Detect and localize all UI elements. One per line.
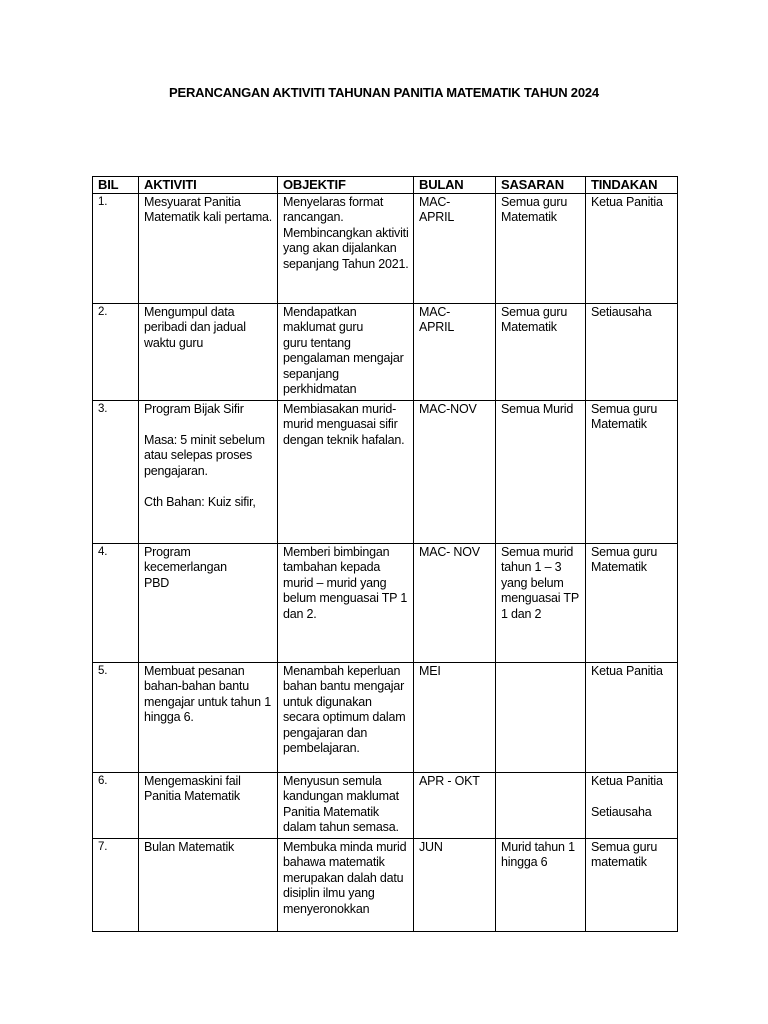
aktiviti-text-line: PBD	[144, 575, 170, 590]
cell-objektif	[278, 400, 414, 543]
cell-sasaran	[496, 400, 586, 543]
cell-sasaran	[496, 303, 586, 400]
objektif-text-line: Menyusun semula kandungan maklumat Panitia Matematik dalam tahun semasa.	[283, 773, 399, 834]
bulan-text-line: MAC- NOV	[419, 544, 480, 559]
sasaran-text-line	[501, 774, 581, 790]
bulan-text-line: MAC-	[419, 304, 451, 319]
aktiviti-text-line	[144, 417, 273, 433]
cell-sasaran	[496, 543, 586, 662]
header-aktiviti: AKTIVITI	[139, 177, 278, 194]
cell-bil: 5.	[93, 662, 139, 772]
table-row	[93, 838, 678, 931]
header-objektif: OBJEKTIF	[278, 177, 414, 194]
aktiviti-text-line: Mengemaskini fail Panitia Matematik	[144, 773, 241, 803]
cell-sasaran	[496, 838, 586, 931]
tindakan-text-line: Semua guru Matematik	[591, 544, 658, 574]
bulan-text-line: MAC-NOV	[419, 401, 477, 416]
document-title: PERANCANGAN AKTIVITI TAHUNAN PANITIA MATEMATIK TAHUN 2024	[169, 85, 599, 100]
aktiviti-text-line: Cth Bahan: Kuiz sifir,	[144, 494, 256, 509]
cell-bil: 3.	[93, 400, 139, 543]
header-bil: BIL	[93, 177, 139, 194]
cell-bil: 7.	[93, 838, 139, 931]
cell-aktiviti	[139, 400, 278, 543]
cell-aktiviti	[139, 543, 278, 662]
aktiviti-text-line: Mengumpul data peribadi dan jadual waktu guru	[144, 304, 246, 350]
tindakan-text-line: Ketua Panitia	[591, 663, 663, 678]
cell-bil: 2.	[93, 303, 139, 400]
table-body	[93, 193, 678, 931]
tindakan-text-line: Semua guru Matematik	[591, 401, 658, 431]
objektif-text-line: Menambah keperluan bahan bantu mengajar untuk digunakan secara optimum dalam pengajaran dan pembelajaran.	[283, 663, 406, 755]
sasaran-text-line: Semua guru Matematik	[501, 304, 568, 334]
table-row	[93, 193, 678, 303]
cell-sasaran	[496, 193, 586, 303]
cell-bil: 6.	[93, 772, 139, 838]
tindakan-text-line: Setiausaha	[591, 804, 652, 819]
table-row	[93, 543, 678, 662]
cell-sasaran	[496, 662, 586, 772]
cell-bulan	[414, 303, 496, 400]
table-row	[93, 303, 678, 400]
sasaran-text-line	[501, 664, 581, 680]
tindakan-text-line: Ketua Panitia	[591, 194, 663, 209]
bulan-text-line: MAC-	[419, 194, 451, 209]
objektif-text-line: Memberi bimbingan tambahan kepada murid – murid yang belum menguasai TP 1 dan 2.	[283, 544, 408, 621]
bulan-text-line: MEI	[419, 663, 441, 678]
header-bulan: BULAN	[414, 177, 496, 194]
cell-objektif	[278, 772, 414, 838]
aktiviti-text-line: Mesyuarat Panitia Matematik kali pertama.	[144, 194, 273, 224]
objektif-text-line: Mendapatkan maklumat guru	[283, 304, 364, 334]
bulan-text-line: JUN	[419, 839, 443, 854]
cell-tindakan	[586, 543, 678, 662]
cell-objektif	[278, 838, 414, 931]
cell-bulan	[414, 838, 496, 931]
cell-aktiviti	[139, 303, 278, 400]
tindakan-text-line	[591, 789, 673, 805]
objektif-text-line: Membiasakan murid-murid menguasai sifir dengan teknik hafalan.	[283, 401, 405, 447]
header-tindakan: TINDAKAN	[586, 177, 678, 194]
cell-tindakan	[586, 838, 678, 931]
cell-bulan	[414, 772, 496, 838]
cell-tindakan	[586, 772, 678, 838]
aktiviti-text-line: Membuat pesanan bahan-bahan bantu mengajar untuk tahun 1 hingga 6.	[144, 663, 271, 724]
cell-objektif	[278, 662, 414, 772]
cell-tindakan	[586, 193, 678, 303]
cell-tindakan	[586, 662, 678, 772]
bulan-text-line: APRIL	[419, 320, 455, 334]
aktiviti-text-line	[144, 479, 273, 495]
table-row	[93, 400, 678, 543]
tindakan-text-line: Semua guru matematik	[591, 839, 658, 869]
tindakan-text-line: Ketua Panitia	[591, 773, 663, 788]
cell-objektif	[278, 543, 414, 662]
cell-aktiviti	[139, 193, 278, 303]
bulan-text-line: APRIL	[419, 210, 455, 224]
cell-bil: 4.	[93, 543, 139, 662]
bulan-text-line: APR - OKT	[419, 773, 480, 788]
sasaran-text-line: Semua guru Matematik	[501, 194, 568, 224]
cell-bil: 1.	[93, 193, 139, 303]
cell-bulan	[414, 193, 496, 303]
cell-bulan	[414, 543, 496, 662]
aktiviti-text-line: Program Bijak Sifir	[144, 401, 244, 416]
cell-objektif	[278, 303, 414, 400]
tindakan-text-line: Setiausaha	[591, 304, 652, 319]
cell-objektif	[278, 193, 414, 303]
cell-bulan	[414, 662, 496, 772]
sasaran-text-line: Murid tahun 1 hingga 6	[501, 839, 575, 869]
table-row	[93, 662, 678, 772]
cell-tindakan	[586, 400, 678, 543]
table-header-row	[93, 177, 678, 194]
cell-aktiviti	[139, 662, 278, 772]
activity-plan-table	[92, 176, 678, 932]
objektif-text-line: guru tentang pengalaman mengajar sepanjang perkhidmatan	[283, 335, 404, 396]
sasaran-text-line: Semua Murid	[501, 401, 574, 416]
header-sasaran: SASARAN	[496, 177, 586, 194]
cell-aktiviti	[139, 838, 278, 931]
cell-sasaran	[496, 772, 586, 838]
cell-aktiviti	[139, 772, 278, 838]
objektif-text-line: Menyelaras format rancangan.	[283, 194, 384, 224]
cell-tindakan	[586, 303, 678, 400]
aktiviti-text-line: Program kecemerlangan	[144, 544, 227, 574]
aktiviti-text-line: Bulan Matematik	[144, 839, 235, 854]
objektif-text-line: Membincangkan aktiviti yang akan dijalankan sepanjang Tahun 2021.	[283, 225, 409, 271]
table-row	[93, 772, 678, 838]
sasaran-text-line: Semua murid tahun 1 – 3 yang belum menguasai TP 1 dan 2	[501, 544, 579, 621]
aktiviti-text-line: Masa: 5 minit sebelum atau selepas proses pengajaran.	[144, 432, 265, 478]
cell-bulan	[414, 400, 496, 543]
objektif-text-line: Membuka minda murid bahawa matematik merupakan dalah datu disiplin ilmu yang menyeronokkan	[283, 839, 407, 916]
